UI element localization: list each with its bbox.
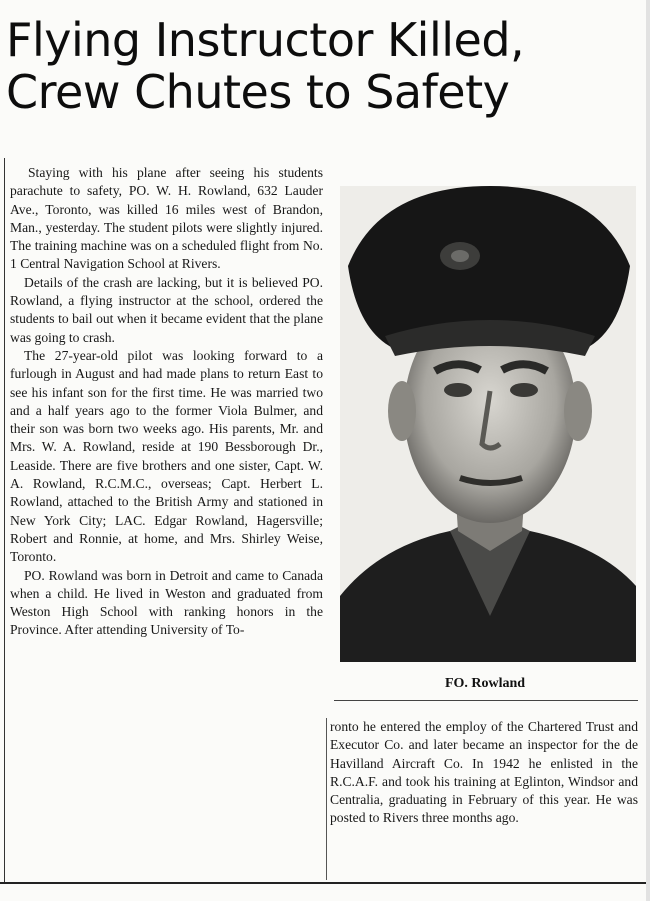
page-edge: [646, 0, 650, 901]
article-paragraph: ronto he entered the employ of the Chartered Trust and Executor Co. and later became an inspector for the de Havilland Aircraft Co. In 1942 he enlisted in the R.C.A.F. and took his training at Eglinton, Windsor and Centralia, graduating in February of this year. He was posted to Rivers three months ago.: [330, 719, 638, 826]
headline-line-2: Crew Chutes to Safety: [6, 65, 510, 119]
bottom-border: [0, 882, 650, 884]
portrait-photo: [340, 186, 636, 662]
article-paragraph: PO. Rowland was born in Detroit and came to Canada when a child. He lived in Weston and graduated from Weston High School with ranking honors in the Province. After attending University of To-: [10, 567, 323, 638]
caption-divider: [334, 700, 638, 701]
article-right-column: [330, 718, 638, 828]
column-divider: [326, 718, 327, 880]
headline: [6, 14, 646, 118]
article-paragraph: Details of the crash are lacking, but it is believed PO. Rowland, a flying instructor at the school, ordered the students to bail out when it became evident that the plane was going to crash.: [10, 274, 323, 345]
portrait-image: [340, 186, 636, 662]
photo-caption: FO. Rowland: [444, 676, 526, 691]
column-rule: [4, 158, 5, 883]
article-paragraph: Staying with his plane after seeing his students parachute to safety, PO. W. H. Rowland, 632 Lauder Ave., Toronto, was killed 16 miles west of Brandon, Man., yesterday. The student pilots were slightly injured. The training machine was on a scheduled flight from No. 1 Central Navigation School at Rivers.: [10, 165, 323, 272]
article-left-column: [10, 164, 323, 640]
article-paragraph: The 27-year-old pilot was looking forward to a furlough in August and had made plans to return East to see his infant son for the first time. He was married two and a half years ago to the former Viola Bulmer, and their son was born two weeks ago. His parents, Mr. and Mrs. W. A. Rowland, reside at 190 Bessborough Dr., Leaside. There are five brothers and one sister, Capt. W. A. Rowland, R.C.M.C., overseas; Capt. Herbert L. Rowland, attached to the British Army and stationed in New York City; LAC. Edgar Rowland, Hagersville; Robert and Ronnie, at home, and Mrs. Shirley Weise, Toronto.: [10, 347, 323, 565]
headline-line-1: Flying Instructor Killed,: [6, 13, 525, 67]
